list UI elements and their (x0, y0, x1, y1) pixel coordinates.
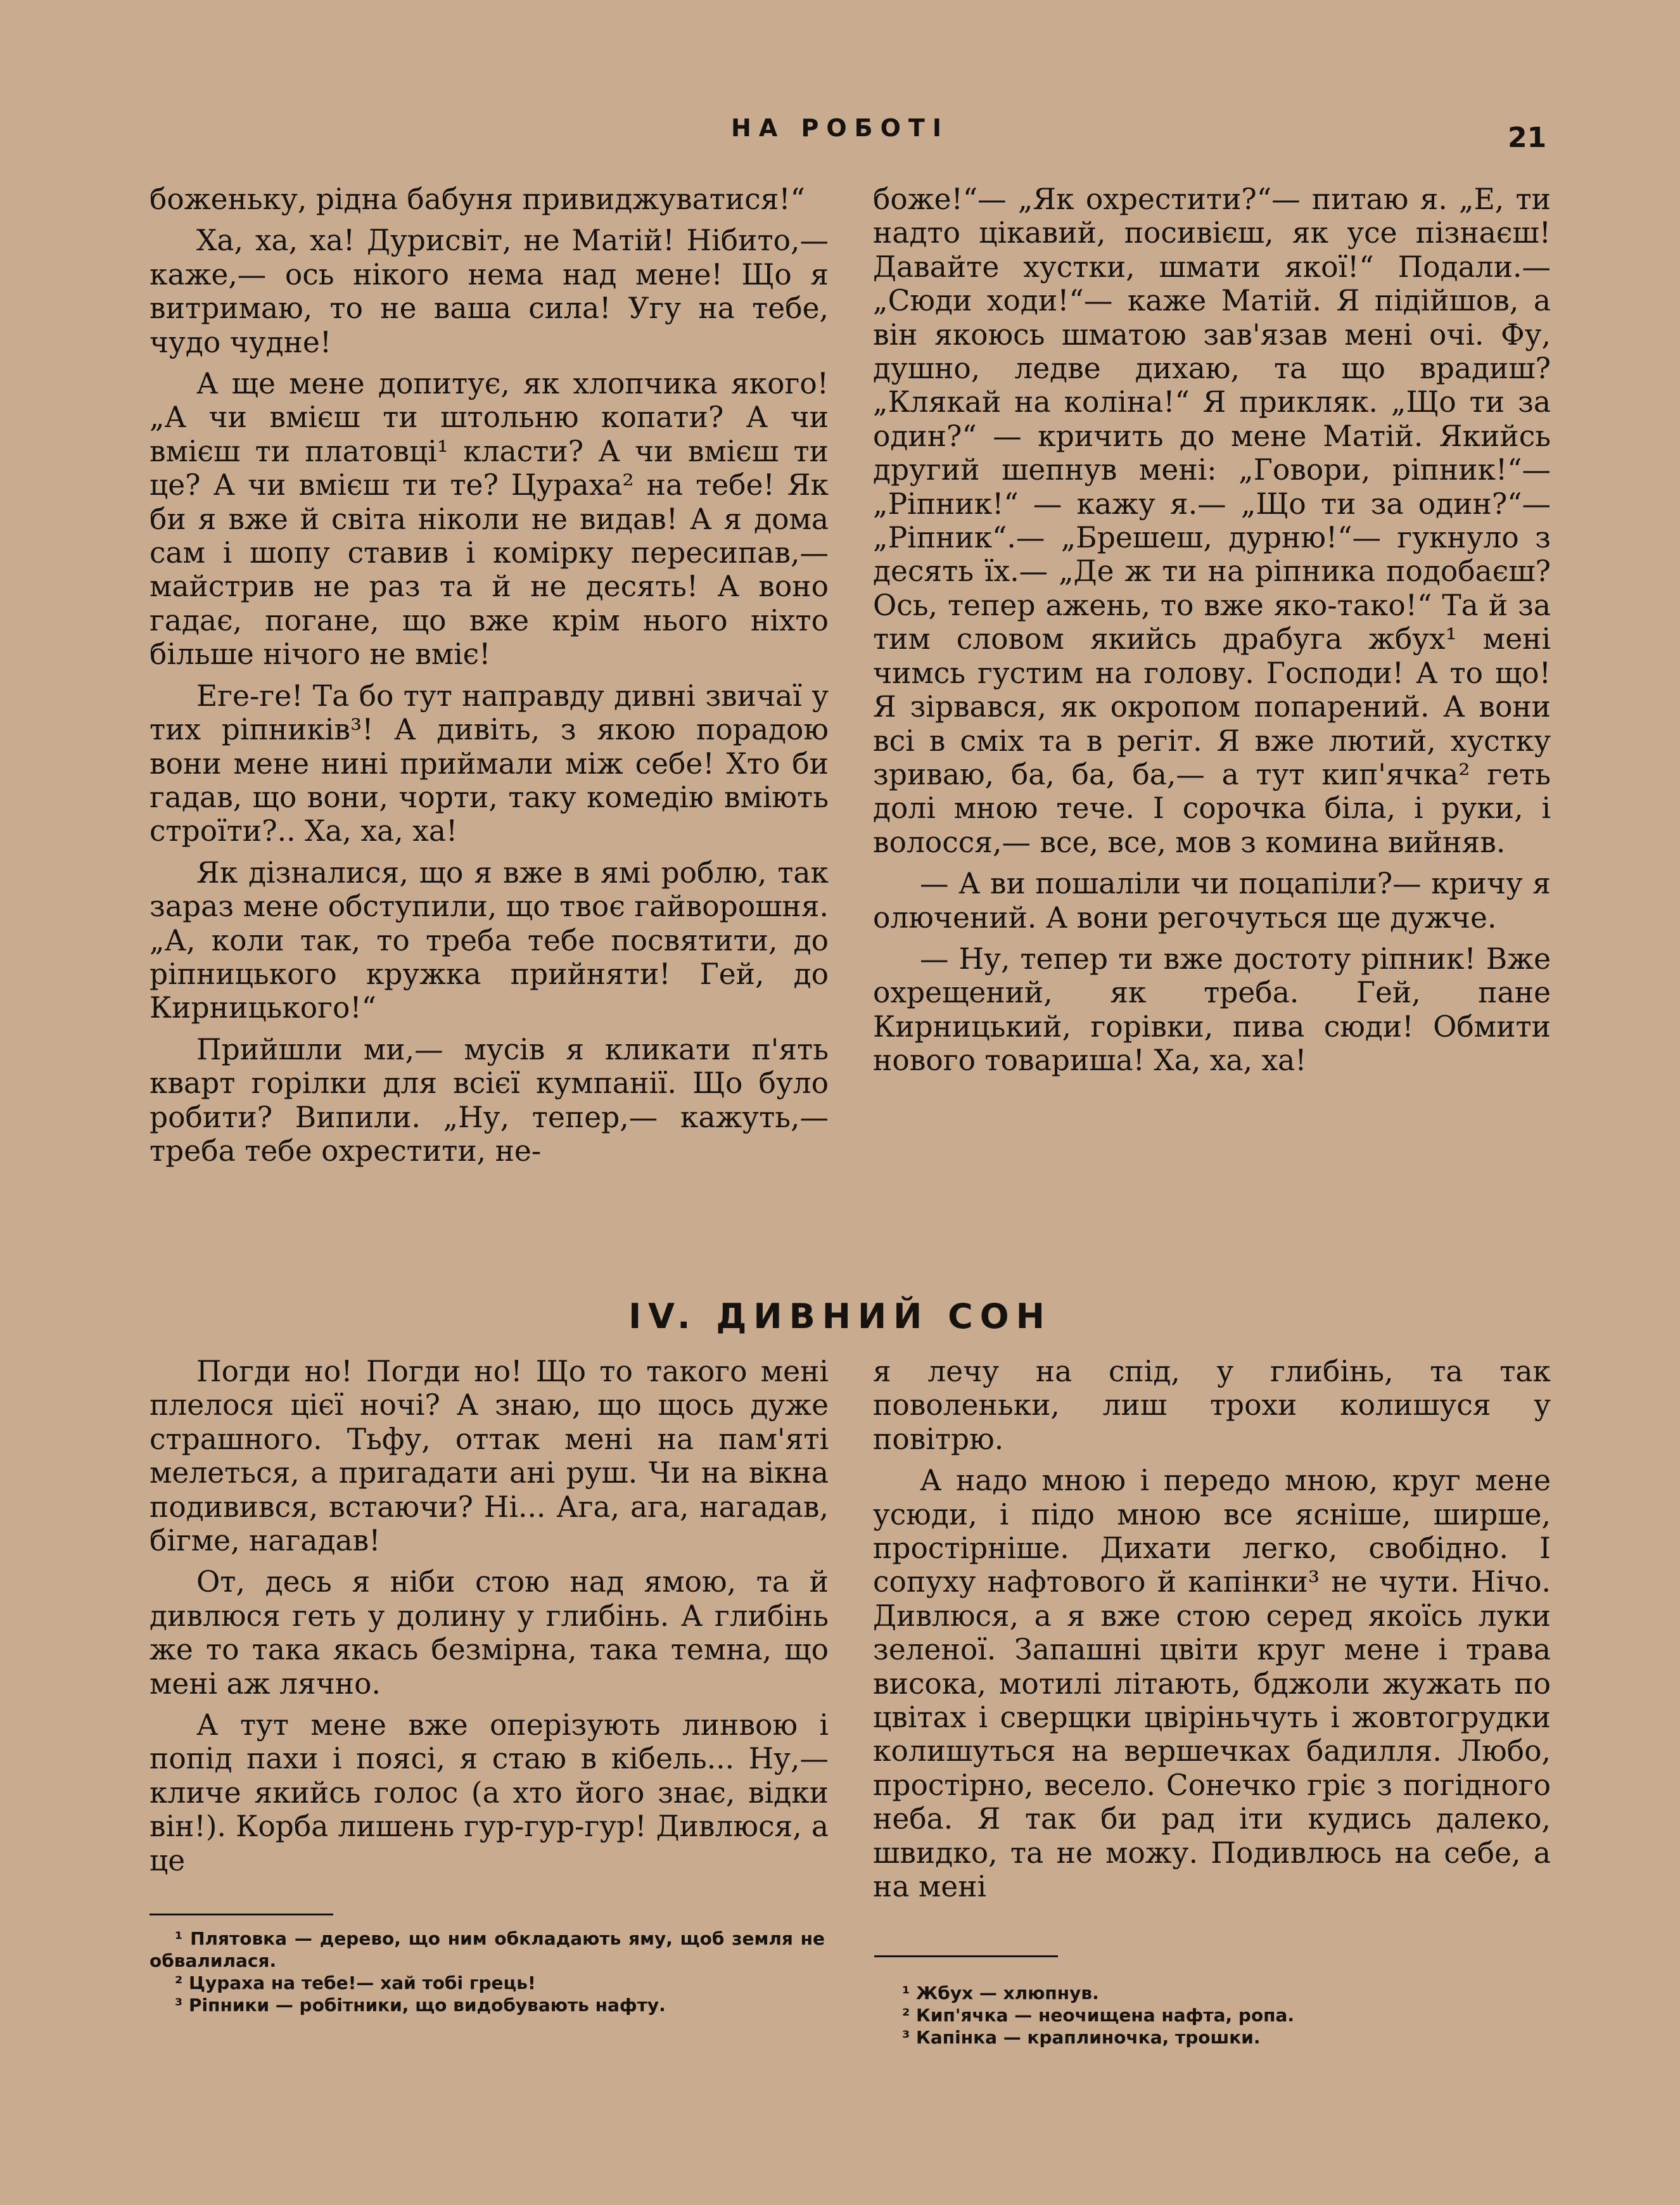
paragraph: — А ви пошаліли чи поцапіли?— кричу я олючений. А вони регочуться ще дужче. (873, 867, 1551, 935)
footnote-divider (874, 1955, 1058, 1957)
running-head: НА РОБОТІ (731, 114, 949, 142)
footnote-divider (150, 1914, 333, 1915)
page-number: 21 (1508, 122, 1547, 154)
footnote: ³ Капінка — краплиночка, трошки. (902, 2027, 1261, 2048)
paragraph: Як дізналися, що я вже в ямі роблю, так зараз мене обступили, що твоє гайворошня. „А, коли так, то треба тебе посвятити, до ріпницького кружка прийняти! Гей, до Кирницького!“ (150, 855, 829, 1025)
paragraph: От, десь я ніби стою над ямою, та й дивлюся геть у долину у глибінь. А глибінь же то така якась безмірна, така темна, що мені аж лячно. (150, 1565, 829, 1701)
paragraph: — Ну, тепер ти вже достоту ріпник! Вже охрещений, як треба. Гей, пане Кирницький, горівки, пива сюди! Обмити нового товариша! Ха, ха, ха! (873, 942, 1551, 1078)
paragraph: Прийшли ми,— мусів я кликати п'ять кварт горілки для всієї кумпанії. Що було робити? Випили. „Ну, тепер,— кажуть,— треба тебе охрестити, не- (150, 1032, 829, 1168)
paragraph: А надо мною і передо мною, круг мене усюди, і підо мною все ясніше, ширше, простірніше. Дихати легко, свобідно. І сопуху нафтового й капінки³ не чути. Нічо. Дивлюся, а я вже стою серед якоїсь луки зеленої. Запашні цвіти круг мене і трава висока, мотилі літають, бджоли жужать по цвітах і сверщки цвіріньчуть і жовтогрудки колишуться на вершечках бадилля. Любо, простірно, весело. Сонечко гріє з погідного неба. Я так би рад іти кудись далеко, швидко, та не можу. Подивлюсь на себе, а на мені (873, 1464, 1551, 1904)
footnote: ² Цураха на тебе!— хай тобі грець! (175, 1972, 536, 1993)
footnotes-right (902, 1982, 1548, 2048)
footnote: ² Кип'ячка — неочищена нафта, ропа. (902, 2005, 1295, 2026)
paragraph: Еге-ге! Та бо тут направду дивні звичаї у тих ріпників³! А дивіть, з якою порадою вони мене нині приймали між себе! Хто би гадав, що вони, чорти, таку комедію вміють строїти?.. Ха, ха, ха! (150, 679, 829, 848)
paragraph: А ще мене допитує, як хлопчика якого! „А чи вмієш ти штольню копати? А чи вмієш ти платовці¹ класти? А чи вмієш ти це? А чи вмієш ти те? Цураха² на тебе! Як би я вже й світа ніколи не видав! А я дома сам і шопу ставив і комірку пересипав,— майстрив не раз та й не десять! А воно гадає, погане, що вже крім нього ніхто більше нічого не вміє! (150, 367, 829, 672)
footnote: ¹ Плятовка — дерево, що ним обкладають яму, щоб земля не обвалилася. (150, 1928, 825, 1971)
paragraph: А тут мене вже оперізують линвою і попід пахи і поясі, я стаю в кібель... Ну,— кличе якийсь голос (а хто його знає, відки він!). Корба лишень гур-гур-гур! Дивлюся, а це (150, 1708, 829, 1877)
text-column-bottom-left (150, 1355, 829, 1877)
footnote: ³ Ріпники — робітники, що видобувають нафту. (175, 1995, 666, 2016)
paragraph: боже!“— „Як охрестити?“— питаю я. „Е, ти надто цікавий, посивієш, як усе пізнаєш! Давайте хустки, шмати якої!“ Подали.— „Сюди ходи!“— каже Матій. Я підійшов, а він якоюсь шматою зав'язав мені очі. Фу, душно, ледве дихаю, та що врадиш? „Клякай на коліна!“ Я прикляк. „Що ти за один?“ — кричить до мене Матій. Якийсь другий шепнув мені: „Говори, ріпник!“— „Ріпник!“ — кажу я.— „Що ти за один?“— „Ріпник“.— „Брешеш, дурню!“— гукнуло з десять їх.— „Де ж ти на ріпника подобаєш? Ось, тепер ажень, то вже яко-тако!“ Та й за тим словом якийсь драбуга жбух¹ мені чимсь густим на голову. Господи! А то що! Я зірвався, як окропом попарений. А вони всі в сміх та в регіт. Я вже лютий, хустку зриваю, ба, ба, ба,— а тут кип'ячка² геть долі мною тече. І сорочка біла, і руки, і волосся,— все, все, мов з комина вийняв. (873, 182, 1551, 859)
text-column-top-right (873, 182, 1551, 1078)
text-column-top-left (150, 182, 829, 1168)
footnotes-left (150, 1927, 825, 2016)
text-column-bottom-right (873, 1355, 1551, 1904)
paragraph: боженьку, рідна бабуня привиджуватися!“ (150, 182, 805, 216)
paragraph: Погди но! Погди но! Що то такого мені плелося цієї ночі? А знаю, що щось дуже страшного. Тьфу, оттак мені на пам'яті мелеться, а пригадати ані руш. Чи на вікна подивився, встаючи? Ні... Ага, ага, нагадав, бігме, нагадав! (150, 1355, 829, 1558)
section-heading: IV. ДИВНИЙ СОН (628, 1296, 1052, 1336)
footnote: ¹ Жбух — хлюпнув. (902, 1983, 1099, 2004)
paragraph: Ха, ха, ха! Дурисвіт, не Матій! Нібито,— каже,— ось нікого нема над мене! Що я витримаю, то не ваша сила! Угу на тебе, чудо чудне! (150, 224, 829, 359)
paragraph: я лечу на спід, у глибінь, та так поволеньки, лиш трохи колишуся у повітрю. (873, 1355, 1551, 1456)
